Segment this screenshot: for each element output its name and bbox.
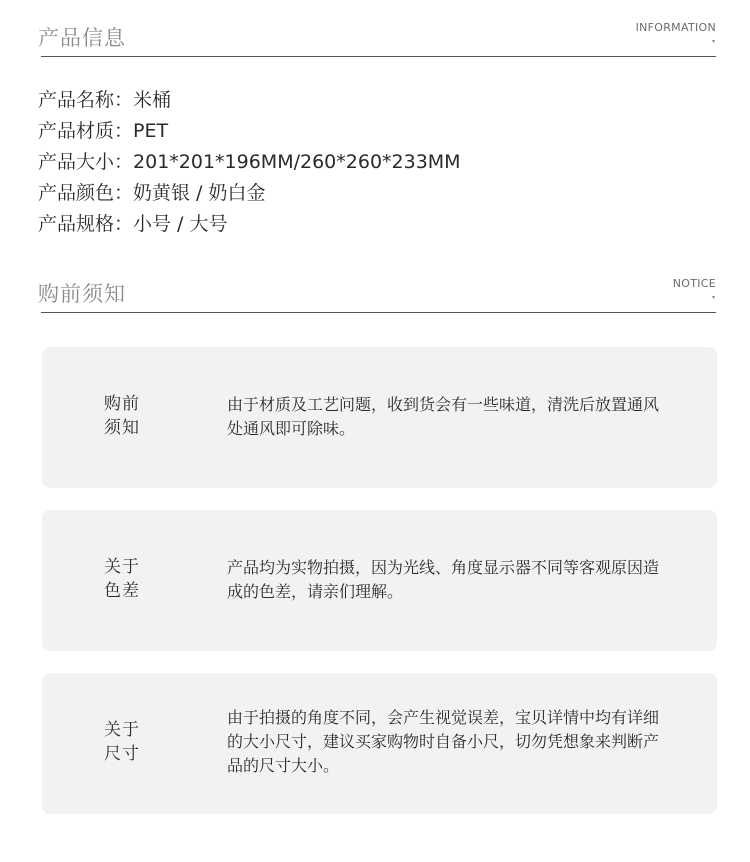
spec-label: 产品材质： <box>38 120 134 142</box>
notice-section-title: 购前须知 <box>38 282 126 306</box>
card-label-line1: 关于 <box>104 720 140 740</box>
card-label-line2: 须知 <box>104 418 140 438</box>
info-section-title: 产品信息 <box>38 26 126 50</box>
card-label <box>104 555 164 603</box>
spec-row-name <box>38 87 461 118</box>
spec-list <box>38 87 461 242</box>
spec-row-spec <box>38 211 461 242</box>
card-label-line2: 色差 <box>104 581 140 601</box>
spec-row-size <box>38 149 461 180</box>
info-section-tag: INFORMATION <box>635 21 716 34</box>
spec-value: 奶黄银 / 奶白金 <box>133 182 266 204</box>
notice-section-divider <box>41 312 716 313</box>
notice-card-color-difference <box>42 510 717 651</box>
info-section-header <box>38 18 716 58</box>
spec-value: PET <box>133 120 169 142</box>
spec-row-material <box>38 118 461 149</box>
card-label-line2: 尺寸 <box>104 744 140 764</box>
notice-dropdown-arrow-icon: ▾ <box>711 294 715 301</box>
card-label-line1: 购前 <box>104 394 140 414</box>
notice-section-tag: NOTICE <box>672 277 716 290</box>
notice-card-purchase <box>42 347 717 488</box>
info-dropdown-arrow-icon: ▾ <box>711 38 715 45</box>
card-label <box>104 392 164 440</box>
info-section-divider <box>41 56 716 57</box>
card-label-line1: 关于 <box>104 557 140 577</box>
spec-label: 产品颜色： <box>38 182 134 204</box>
spec-row-color <box>38 180 461 211</box>
spec-value: 小号 / 大号 <box>133 213 228 235</box>
spec-label: 产品规格： <box>38 213 134 235</box>
card-text: 由于材质及工艺问题，收到货会有一些味道，清洗后放置通风处通风即可除味。 <box>227 395 660 438</box>
notice-section-header <box>38 274 716 314</box>
card-text: 产品均为实物拍摄，因为光线、角度显示器不同等客观原因造成的色差，请亲们理解。 <box>227 558 660 601</box>
spec-value: 米桶 <box>133 89 172 111</box>
notice-card-size <box>42 673 717 814</box>
spec-label: 产品大小： <box>38 151 134 173</box>
spec-value: 201*201*196MM/260*260*233MM <box>133 151 461 173</box>
spec-label: 产品名称： <box>38 89 134 111</box>
card-text: 由于拍摄的角度不同，会产生视觉误差，宝贝详情中均有详细的大小尺寸，建议买家购物时自备小尺，切勿凭想象来判断产品的尺寸大小。 <box>227 708 660 775</box>
card-label <box>104 718 164 766</box>
